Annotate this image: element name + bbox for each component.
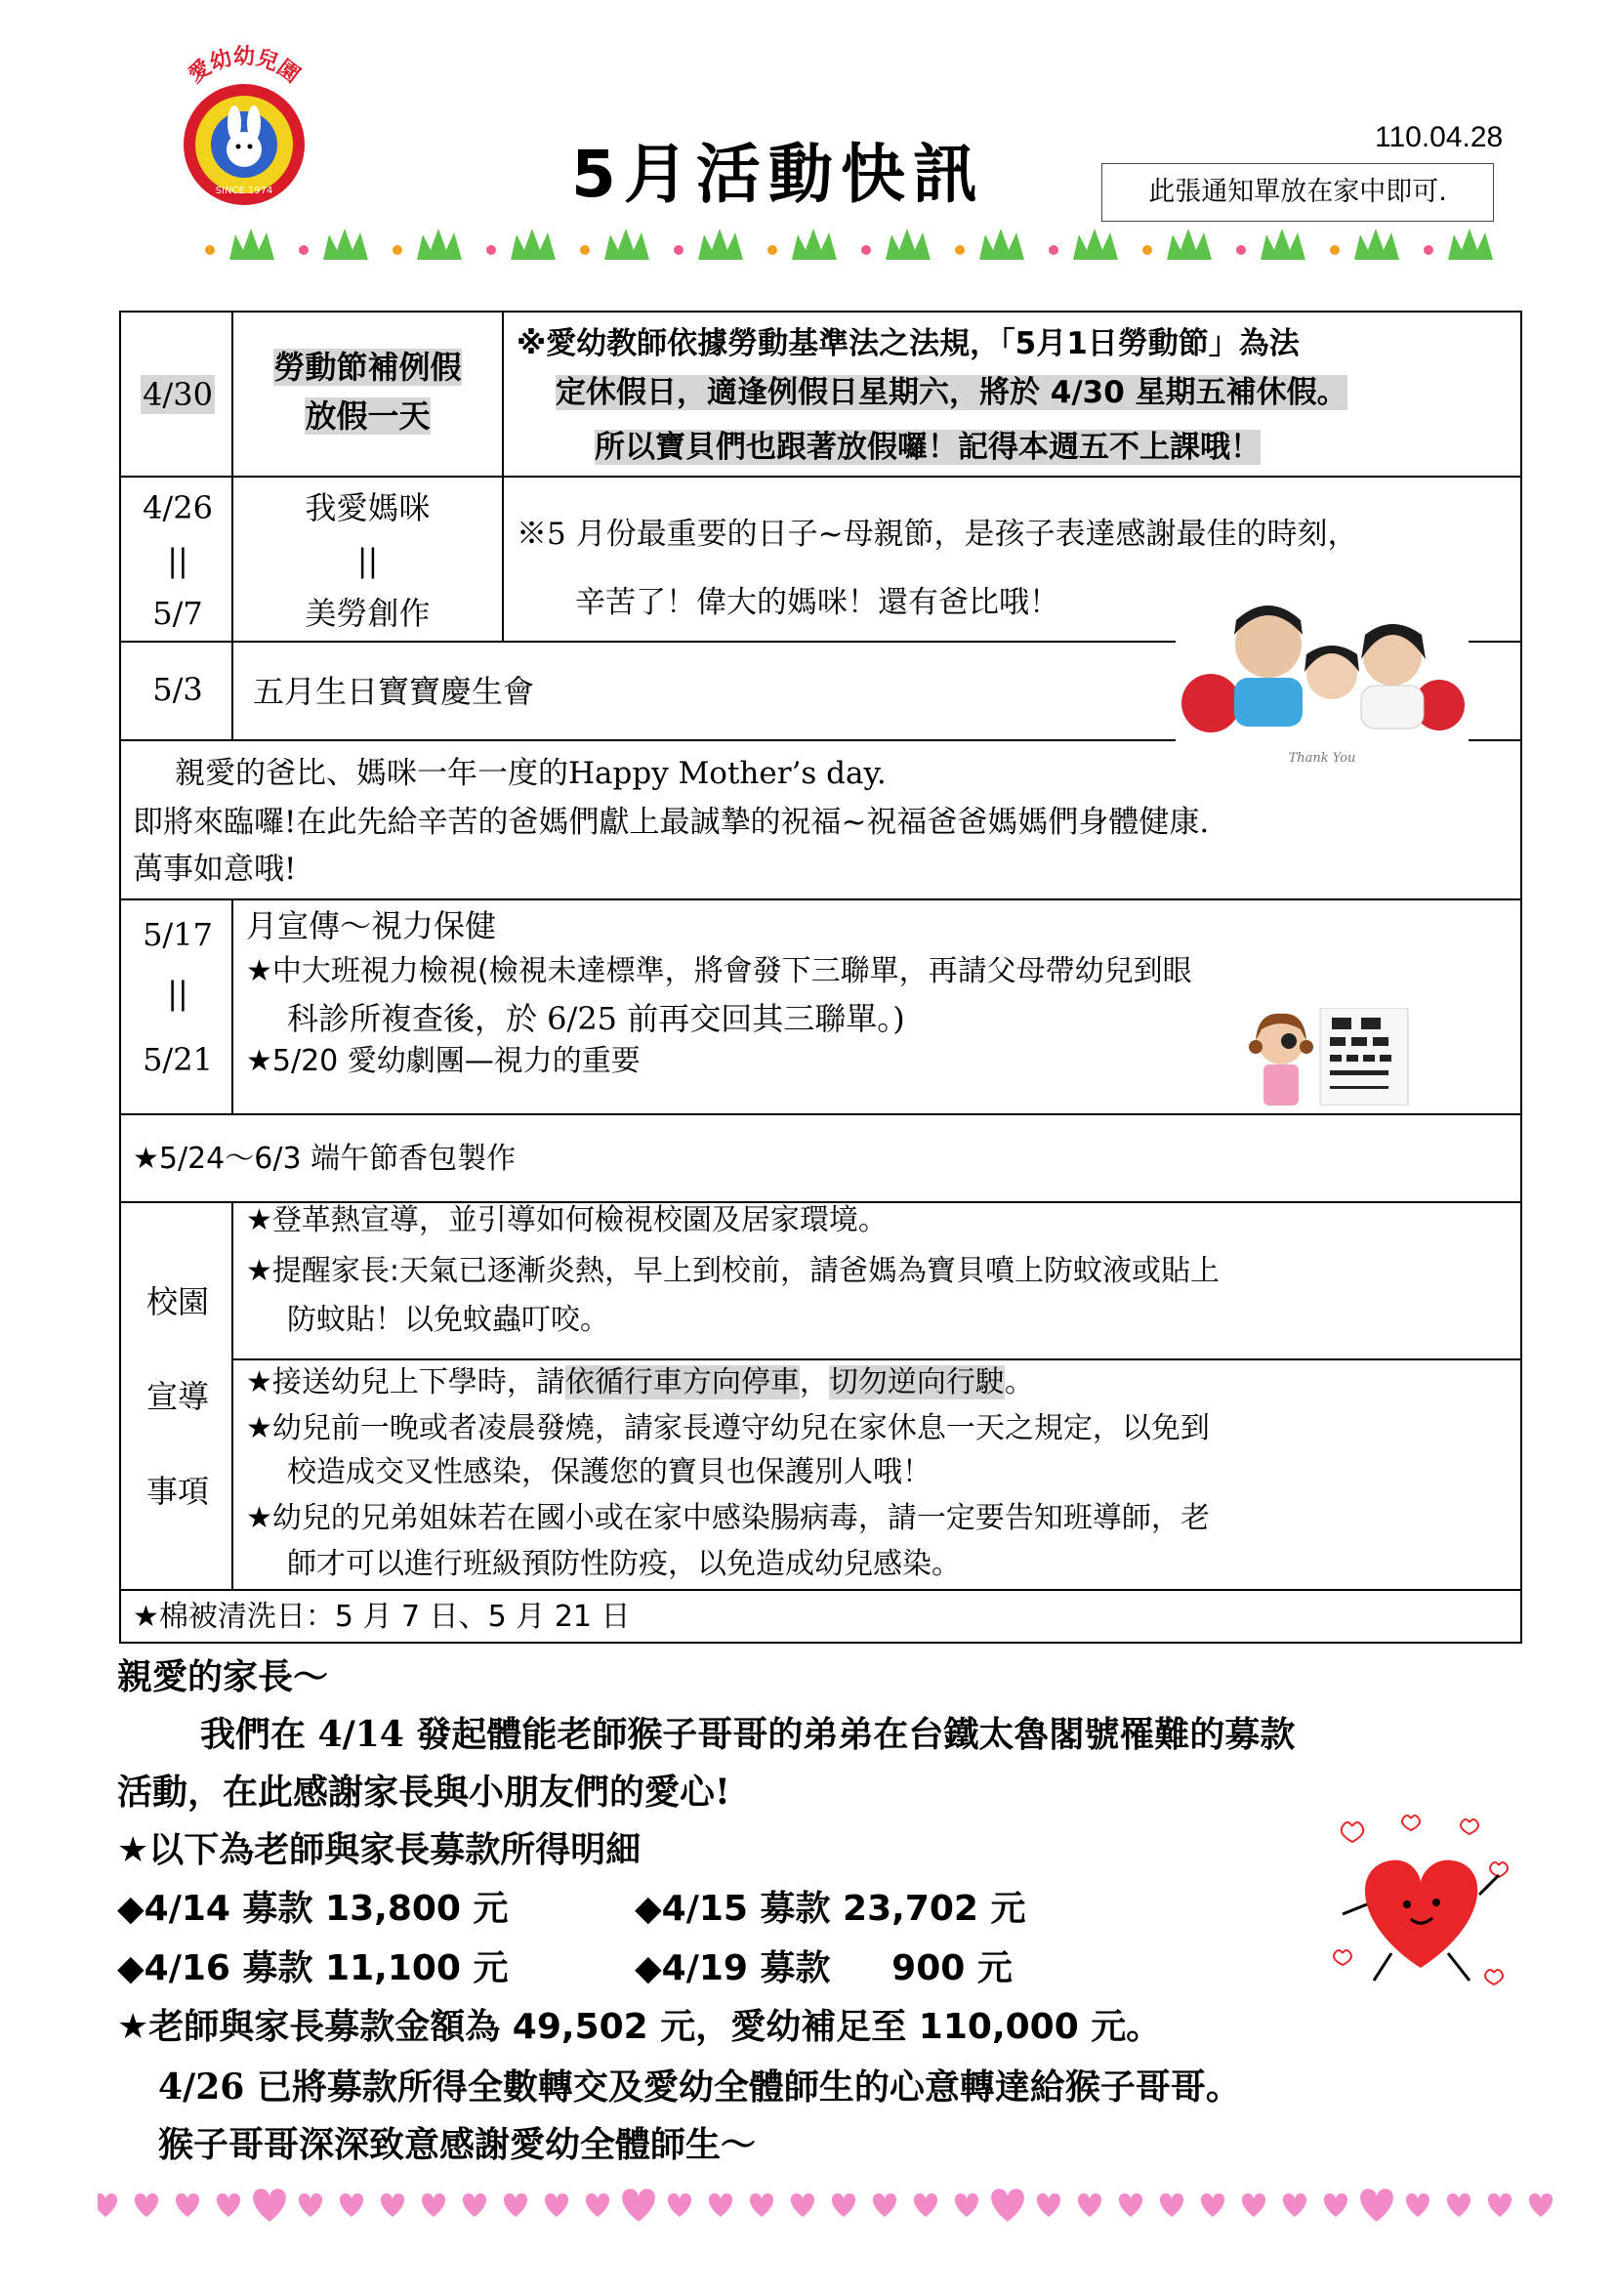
row2-title-l2: ||	[356, 542, 379, 579]
row1-title-l2: 放假一天	[305, 397, 431, 435]
flower	[1330, 245, 1340, 255]
row5-text-l3: 科診所複查後，於 6/25 前再交回其三聯單。)	[287, 1000, 905, 1037]
flower	[955, 245, 965, 255]
grass-tuft	[604, 229, 649, 260]
flower	[1424, 245, 1433, 255]
heart	[1529, 2193, 1553, 2217]
row5-date-l3: 5/21	[143, 1041, 213, 1078]
donation-total: ★老師與家長募款金額為 49,502 元，愛幼補足至 110,000 元。	[117, 2007, 1162, 2047]
row7-b4: ★幼兒的兄弟姐妹若在國小或在家中感染腸病毒，請一定要告知班導師，老	[246, 1501, 1210, 1535]
activity-table	[119, 311, 1522, 1644]
grass-tuft	[1073, 229, 1118, 260]
heart	[1488, 2193, 1511, 2217]
flower	[1236, 245, 1246, 255]
grass-tuft	[792, 229, 837, 260]
heart	[832, 2193, 855, 2217]
donation-para-l1: 我們在 4/14 發起體能老師猴子哥哥的弟弟在台鐵太魯閣號罹難的募款	[200, 1714, 1296, 1755]
row6-text: ★5/24～6/3 端午節香包製作	[133, 1142, 517, 1176]
row1-date: 4/30	[141, 375, 215, 414]
family-photo-illustration	[1176, 576, 1469, 772]
row7-a3: 防蚊貼！以免蚊蟲叮咬。	[287, 1303, 609, 1337]
heart	[1201, 2193, 1224, 2217]
flower	[1049, 245, 1058, 255]
page-title: 5月活動快訊	[571, 137, 985, 212]
flower	[767, 245, 777, 255]
row5-date-l1: 5/17	[143, 916, 213, 953]
row1-text-l3: 所以寶貝們也跟著放假囉！記得本週五不上課哦！	[595, 430, 1261, 465]
row2-date-l3: 5/7	[152, 595, 203, 632]
row5-text-l1: 月宣傳～視力保健	[246, 907, 497, 944]
grass-tuft	[323, 229, 368, 260]
flower	[580, 245, 590, 255]
heart	[340, 2193, 363, 2217]
flower	[861, 245, 871, 255]
heart	[217, 2193, 240, 2217]
grass-tuft	[698, 229, 743, 260]
heart	[1324, 2193, 1347, 2217]
heart-border	[98, 2176, 1572, 2234]
row1-text-l2: 定休假日，適逢例假日星期六，將於 4/30 星期五補休假。	[556, 375, 1347, 410]
row4-text-l3: 萬事如意哦!	[133, 852, 297, 887]
row2-text-l1: ※5 月份最重要的日子~母親節，是孩子表達感謝最佳的時刻，	[517, 517, 1358, 552]
row3-text: 五月生日寶寶慶生會	[253, 673, 535, 710]
heart	[991, 2189, 1024, 2222]
donation-d3: ◆4/16 募款 11,100 元	[117, 1948, 509, 1988]
heart	[1406, 2193, 1429, 2217]
grass-tuft	[1354, 229, 1399, 260]
heart	[1242, 2193, 1265, 2217]
row7-a2: ★提醒家長:天氣已逐漸炎熱，早上到校前，請爸媽為寶貝噴上防蚊液或貼上	[246, 1254, 1221, 1288]
row2-title-l1: 我愛媽咪	[305, 489, 431, 526]
row5-text-l4: ★5/20 愛幼劇團—視力的重要	[246, 1044, 641, 1078]
row7-b5: 師才可以進行班級預防性防疫，以免造成幼兒感染。	[287, 1547, 961, 1581]
heart	[1119, 2193, 1142, 2217]
notice-box: 此張通知單放在家中即可.	[1101, 163, 1494, 222]
photo-caption: Thank You	[1288, 751, 1356, 766]
row7-label-l2: 宣導	[145, 1378, 209, 1415]
flower	[486, 245, 496, 255]
row1-title-l1: 勞動節補例假	[273, 349, 462, 386]
flower	[674, 245, 683, 255]
row7-label-l3: 事項	[145, 1473, 209, 1510]
heart	[1078, 2193, 1101, 2217]
donation-para-l2: 活動，在此感謝家長與小朋友們的愛心!	[117, 1772, 730, 1813]
logo-caption: SINCE 1974	[215, 186, 273, 196]
kindergarten-logo	[156, 37, 332, 213]
flower	[393, 245, 402, 255]
heart	[791, 2193, 814, 2217]
grass-tuft	[511, 229, 556, 260]
heart	[914, 2193, 937, 2217]
row3-date: 5/3	[152, 671, 203, 708]
greeting: 親愛的家長～	[117, 1656, 329, 1697]
donation-d1: ◆4/14 募款 13,800 元	[117, 1889, 509, 1929]
heart	[873, 2193, 896, 2217]
heart	[1283, 2193, 1306, 2217]
transfer-line: 4/26 已將募款所得全數轉交及愛幼全體師生的心意轉達給猴子哥哥。	[158, 2066, 1241, 2108]
row1-text-l1: ※愛幼教師依據勞動基準法之法規，「5月1日勞動節」為法	[517, 326, 1300, 361]
grass-flower-border	[200, 221, 1509, 266]
flower	[299, 245, 309, 255]
heart	[955, 2193, 978, 2217]
row7-b2: ★幼兒前一晚或者凌晨發燒，請家長遵守幼兒在家休息一天之規定，以免到	[246, 1411, 1210, 1445]
eye-chart-illustration	[1244, 1008, 1410, 1106]
row2-text-l2: 辛苦了！偉大的媽咪！還有爸比哦！	[575, 585, 1059, 620]
grass-tuft	[1167, 229, 1212, 260]
row8-text: ★棉被清洗日：5 月 7 日、5 月 21 日	[133, 1600, 631, 1634]
heart	[750, 2193, 773, 2217]
heart	[1037, 2193, 1060, 2217]
row2-date-l2: ||	[167, 542, 188, 579]
row7-a1: ★登革熱宣導，並引導如何檢視校園及居家環境。	[246, 1203, 888, 1237]
svg-text:愛幼幼兒園	[185, 45, 305, 88]
heart	[1360, 2189, 1393, 2222]
heart	[253, 2189, 286, 2222]
heart-character-illustration	[1323, 1807, 1518, 2002]
row7-b1: ★接送幼兒上下學時，請依循行車方向停車，切勿逆向行駛。	[246, 1365, 1034, 1399]
row4-text-l1: 親愛的爸比、媽咪一年一度的Happy Mother’s day.	[175, 756, 887, 791]
flower	[1142, 245, 1152, 255]
grass-tuft	[229, 229, 274, 260]
grass-tuft	[417, 229, 462, 260]
grass-tuft	[1261, 229, 1305, 260]
row2-title-l3: 美勞創作	[305, 595, 431, 632]
heart	[545, 2193, 568, 2217]
heart	[504, 2193, 527, 2217]
issue-date: 110.04.28	[1375, 121, 1504, 153]
heart	[668, 2193, 691, 2217]
donation-d4: ◆4/19 募款 900 元	[635, 1948, 1013, 1988]
heart	[135, 2193, 158, 2217]
row7-label-l1: 校園	[145, 1283, 209, 1320]
grass-tuft	[979, 229, 1024, 260]
row5-text-l2: ★中大班視力檢視(檢視未達標準，將會發下三聯單，再請父母帶幼兒到眼	[246, 954, 1192, 988]
row4-text-l2: 即將來臨囉!在此先給辛苦的爸媽們獻上最誠摯的祝福~祝福爸爸媽媽們身體健康.	[133, 805, 1210, 840]
logo-text: 愛幼幼兒園	[184, 45, 305, 89]
heart	[709, 2193, 732, 2217]
row7-b3: 校造成交叉性感染，保護您的寶貝也保護別人哦！	[287, 1455, 932, 1489]
donation-d2: ◆4/15 募款 23,702 元	[635, 1889, 1026, 1929]
heart	[422, 2193, 445, 2217]
heart	[299, 2193, 322, 2217]
thanks-line: 猴子哥哥深深致意感謝愛幼全體師生～	[158, 2124, 757, 2165]
heart	[98, 2193, 117, 2217]
heart	[586, 2193, 609, 2217]
grass-tuft	[886, 229, 931, 260]
heart	[1447, 2193, 1470, 2217]
grass-tuft	[1448, 229, 1493, 260]
row5-date-l2: ||	[167, 975, 188, 1012]
heart	[1160, 2193, 1183, 2217]
flower	[205, 245, 215, 255]
row2-date-l1: 4/26	[143, 489, 213, 526]
heart	[463, 2193, 486, 2217]
detail-title: ★以下為老師與家長募款所得明細	[117, 1830, 642, 1870]
heart	[176, 2193, 199, 2217]
heart	[381, 2193, 404, 2217]
heart	[622, 2189, 655, 2222]
